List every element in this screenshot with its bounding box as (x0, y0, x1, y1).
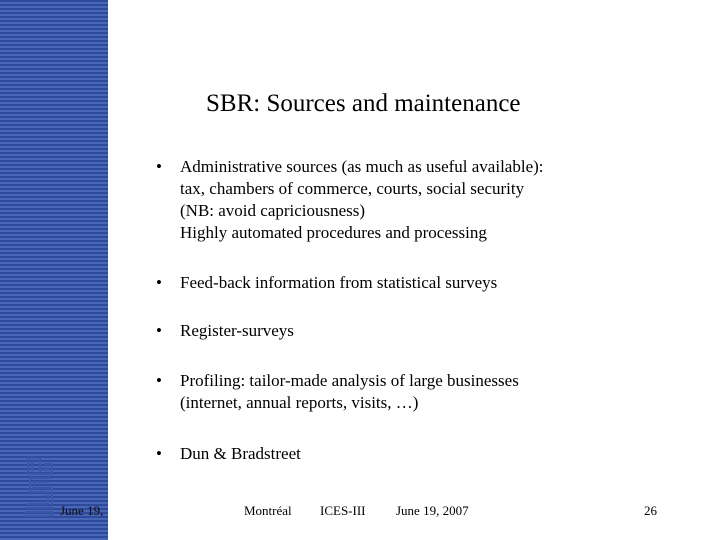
bullet-line: Profiling: tailor-made analysis of large businesses (180, 371, 519, 390)
footer-date: June 19, 2007 (396, 503, 469, 518)
footer-conference: ICES-III (320, 503, 366, 518)
bullet-marker: • (156, 444, 162, 463)
bullet-line: (NB: avoid capriciousness) (180, 201, 366, 220)
bullet-line: Highly automated procedures and processing (180, 223, 487, 242)
footer-left-date: June 19, (60, 503, 104, 518)
slide-number: 26 (644, 503, 657, 518)
bullet-line: (internet, annual reports, visits, …) (180, 393, 419, 412)
cbs-logo-icon (24, 456, 54, 518)
bullet-marker: • (156, 157, 162, 176)
bullet-line: Register-surveys (180, 321, 294, 340)
bullet-line: Administrative sources (as much as useful available): (180, 157, 544, 176)
bullet-marker: • (156, 273, 162, 292)
bullet-marker: • (156, 321, 162, 340)
bullet-line: tax, chambers of commerce, courts, social security (180, 179, 525, 198)
bullet-line: Feed-back information from statistical surveys (180, 273, 498, 292)
footer-place: Montréal (244, 503, 292, 518)
bullet-line: Dun & Bradstreet (180, 444, 301, 463)
slide-title: SBR: Sources and maintenance (206, 90, 521, 117)
bullet-marker: • (156, 371, 162, 390)
sidebar-stripes (0, 0, 108, 540)
